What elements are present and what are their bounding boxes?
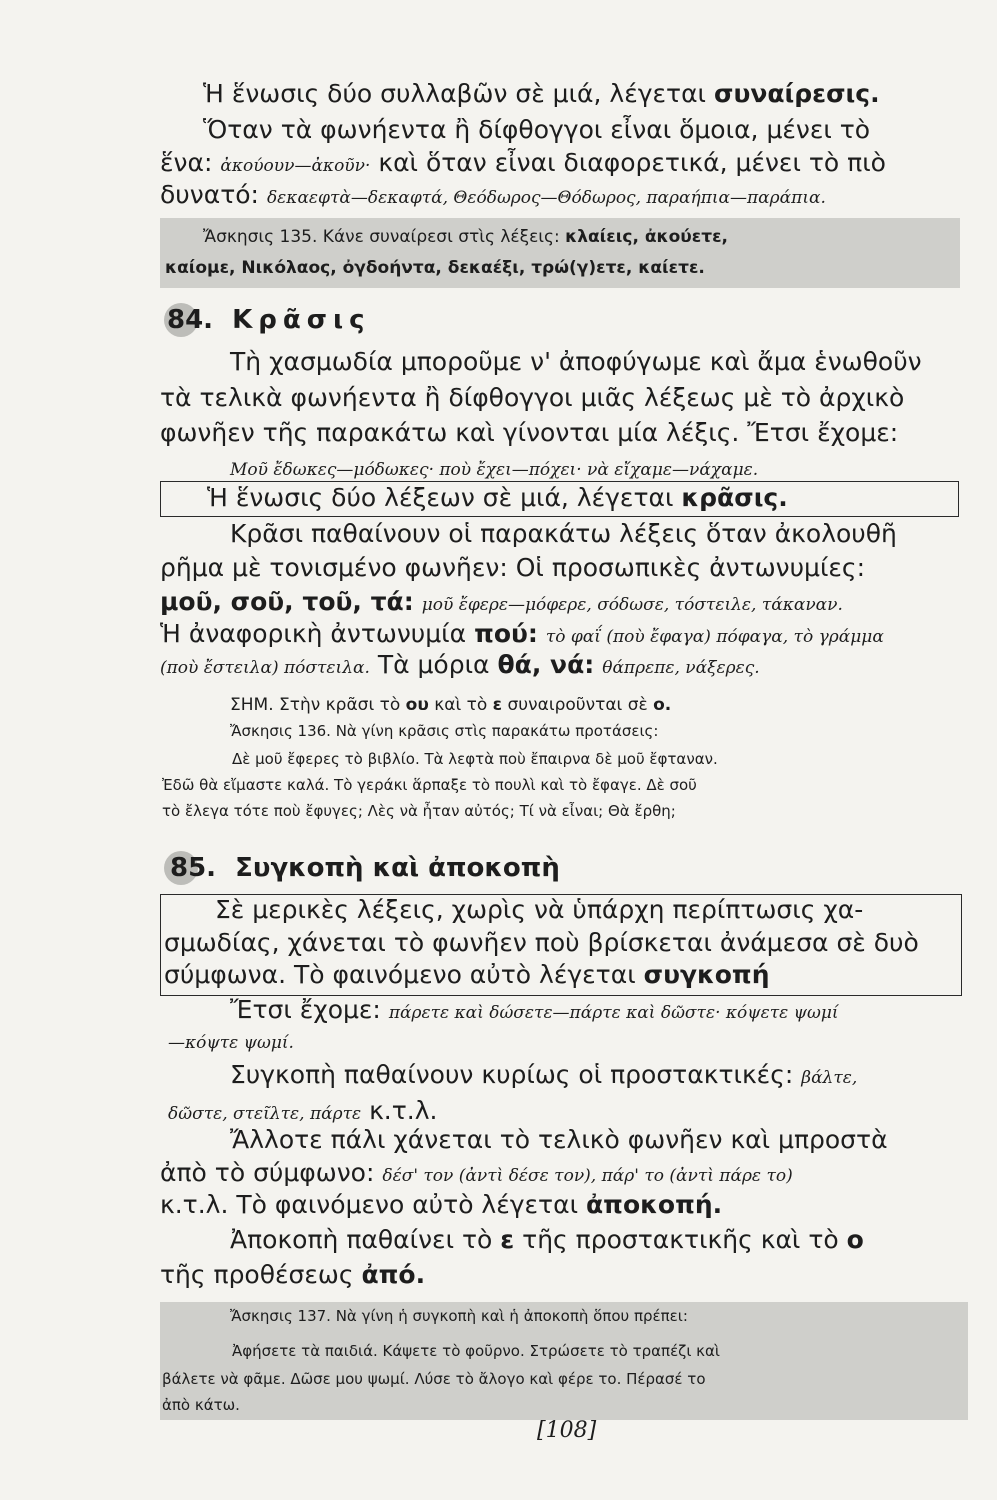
section-84-heading bbox=[167, 305, 371, 335]
text: Ἡ ἕνωσις δύο συλλαβῶν σὲ μιά, λέγεται bbox=[203, 79, 707, 108]
term-syncope: συγκοπή bbox=[643, 960, 770, 989]
text: Ἀποκοπὴ παθαίνει τὸ bbox=[230, 1225, 493, 1254]
text: ἀπὸ τὸ σύμφωνο: bbox=[160, 1158, 375, 1187]
s84-examples: Μοῦ ἔδωκες—μόδωκες· ποὺ ἔχει—πόχει· νὰ εἴχαμε—νάχαμε. bbox=[230, 460, 759, 480]
e: ε bbox=[500, 1225, 515, 1254]
o: ο. bbox=[653, 695, 672, 715]
words: κλαίεις, ἀκούετε, bbox=[565, 227, 728, 247]
pronouns: μοῦ, σοῦ, τοῦ, τά: bbox=[160, 587, 414, 616]
exercise-137-line1: Ἄσκησις 137. Νὰ γίνη ἡ συγκοπὴ καὶ ἡ ἀποκοπὴ ὅπου πρέπει: bbox=[230, 1307, 688, 1325]
s84-line2: τὰ τελικὰ φωνήεντα ἢ δίφθογγοι μιᾶς λέξεως μὲ τὸ ἀρχικὸ bbox=[160, 383, 905, 412]
particles: θά, νά: bbox=[497, 650, 595, 679]
s85-line9 bbox=[160, 1158, 793, 1191]
s84-line7 bbox=[160, 587, 843, 620]
s84-line1: Τὴ χασμωδία μποροῦμε ν' ἀποφύγωμε καὶ ἄμα ἑνωθοῦν bbox=[230, 347, 922, 376]
s84-line8 bbox=[160, 619, 884, 652]
text: ΣΗΜ. Στὴν κρᾶσι τὸ bbox=[230, 695, 401, 715]
text: Συγκοπὴ παθαίνουν κυρίως οἱ προστακτικές: bbox=[230, 1060, 794, 1089]
para1-line1 bbox=[203, 79, 880, 109]
text: ἕνα: bbox=[160, 148, 213, 177]
section-title: Κρᾶσις bbox=[232, 305, 371, 335]
text: κ.τ.λ. bbox=[369, 1096, 438, 1125]
ou: ου bbox=[405, 695, 429, 715]
exercise-136-line3: Ἐδῶ θὰ εἴμαστε καλά. Τὸ γεράκι ἅρπαξε τὸ πουλὶ καὶ τὸ ἔφαγε. Δὲ σοῦ bbox=[162, 776, 697, 794]
exercise-136-line1: Ἄσκησις 136. Νὰ γίνη κρᾶσις στὶς παρακάτω προτάσεις: bbox=[230, 722, 659, 740]
examples: δῶστε, στεῖλτε, πάρτε bbox=[168, 1104, 362, 1124]
s84-line5: Κρᾶσι παθαίνουν οἱ παρακάτω λέξεις ὅταν ἀκολουθῆ bbox=[230, 519, 897, 548]
word-apo: ἀπό. bbox=[361, 1260, 426, 1289]
text: Ἔτσι ἔχομε: bbox=[230, 995, 381, 1024]
exercise-137-line3: βάλετε νὰ φᾶμε. Δῶσε μου ψωμί. Λύσε τὸ ἄλογο καὶ φέρε το. Πέρασέ το bbox=[162, 1370, 706, 1388]
s84-line9 bbox=[160, 650, 760, 683]
s85-line8: Ἄλλοτε πάλι χάνεται τὸ τελικὸ φωνῆεν καὶ μπροστὰ bbox=[230, 1125, 888, 1154]
example: βάλτε, bbox=[801, 1068, 858, 1088]
s85-line5: —κόψτε ψωμί. bbox=[168, 1033, 294, 1053]
s84-line6: ρῆμα μὲ τονισμένο φωνῆεν: Οἱ προσωπικὲς ἀντωνυμίες: bbox=[160, 553, 866, 582]
text: συναιροῦνται σὲ bbox=[507, 695, 648, 715]
example: ἀκούουν—ἀκοῦν· bbox=[220, 156, 371, 176]
text: τῆς προστακτικῆς καὶ τὸ bbox=[522, 1225, 839, 1254]
text: Ἡ ἕνωσις δύο λέξεων σὲ μιά, λέγεται bbox=[207, 483, 674, 512]
para1-line4 bbox=[160, 180, 826, 213]
s85-box-line1: Σὲ μερικὲς λέξεις, χωρὶς νὰ ὑπάρχη περίπτωσις χα- bbox=[215, 895, 864, 924]
examples: πάρετε καὶ δώσετε—πάρτε καὶ δῶστε· κόψετε ψωμί bbox=[388, 1003, 839, 1023]
para1-line2: Ὅταν τὰ φωνήεντα ἢ δίφθογγοι εἶναι ὅμοια, μένει τὸ bbox=[203, 115, 871, 144]
examples: μοῦ ἔφερε—μόφερε, σόδωσε, τόστειλε, τάκαναν. bbox=[421, 595, 843, 615]
section-number: 85. bbox=[170, 853, 217, 883]
s85-line6 bbox=[230, 1060, 857, 1093]
text: δυνατό: bbox=[160, 180, 259, 209]
examples: (ποὺ ἔστειλα) πόστειλα. bbox=[160, 658, 370, 678]
exercise-136-line4: τὸ ἔλεγα τότε ποὺ ἔφυγες; Λὲς νὰ ἦταν αὐτός; Τί νὰ εἶναι; Θὰ ἔρθη; bbox=[162, 802, 676, 820]
text: Ἡ ἀναφορικὴ ἀντωνυμία bbox=[160, 619, 467, 648]
text: καὶ ὅταν εἶναι διαφορετικά, μένει τὸ πιὸ bbox=[378, 148, 886, 177]
text: Ἄσκησις 135. Κάνε συναίρεσι στὶς λέξεις: bbox=[203, 227, 560, 247]
text: Τὰ μόρια bbox=[377, 650, 490, 679]
exercise-136-line2: Δὲ μοῦ ἔφερες τὸ βιβλίο. Τὰ λεφτὰ ποὺ ἔπαιρνα δὲ μοῦ ἔφταναν. bbox=[232, 750, 718, 768]
e: ε bbox=[492, 695, 503, 715]
o: ο bbox=[846, 1225, 864, 1254]
s85-box-line2: σμωδίας, χάνεται τὸ φωνῆεν ποὺ βρίσκεται ἀνάμεσα σὲ δυὸ bbox=[164, 928, 919, 957]
note-sim bbox=[230, 693, 671, 717]
term-krasis: κρᾶσις. bbox=[681, 483, 788, 512]
text: σύμφωνα. Τὸ φαινόμενο αὐτὸ λέγεται bbox=[164, 960, 636, 989]
s85-line10 bbox=[160, 1190, 722, 1220]
term-synairesis: συναίρεσις. bbox=[713, 79, 880, 108]
exercise-135-line1 bbox=[203, 225, 728, 249]
s85-line12 bbox=[160, 1260, 425, 1290]
krasis-definition bbox=[207, 483, 788, 513]
para1-line3 bbox=[160, 148, 886, 181]
section-85-heading bbox=[170, 853, 560, 883]
exercise-135-line2: καίομε, Νικόλαος, ὀγδοήντα, δεκαέξι, τρώ(γ)ετε, καίετε. bbox=[165, 258, 705, 278]
s84-line3: φωνῆεν τῆς παρακάτω καὶ γίνονται μία λέξις. Ἔτσι ἔχομε: bbox=[160, 418, 899, 447]
exercise-137-line4: ἀπὸ κάτω. bbox=[162, 1396, 240, 1414]
s85-box-line3 bbox=[164, 960, 770, 990]
section-number: 84. bbox=[167, 305, 214, 335]
examples: θάπρεπε, νάξερες. bbox=[602, 658, 760, 678]
s85-line11 bbox=[230, 1225, 864, 1255]
s85-line4 bbox=[230, 995, 839, 1028]
examples: τὸ φαΐ (ποὺ ἔφαγα) πόφαγα, τὸ γράμμα bbox=[545, 627, 884, 647]
exercise-137-line2: Ἀφήσετε τὰ παιδιά. Κάψετε τὸ φοῦρνο. Στρώσετε τὸ τραπέζι καὶ bbox=[232, 1342, 720, 1360]
section-title: Συγκοπὴ καὶ ἀποκοπὴ bbox=[235, 853, 560, 883]
word: πού: bbox=[474, 619, 538, 648]
examples: δεκαεφτὰ—δεκαφτά, Θεόδωρος—Θόδωρος, παραήπια—παράπια. bbox=[266, 188, 826, 208]
text: καὶ τὸ bbox=[434, 695, 488, 715]
page-number: [108] bbox=[537, 1418, 597, 1443]
text: κ.τ.λ. Τὸ φαινόμενο αὐτὸ λέγεται bbox=[160, 1190, 579, 1219]
term-apocope: ἀποκοπή. bbox=[586, 1190, 723, 1219]
text: τῆς προθέσεως bbox=[160, 1260, 354, 1289]
examples: δέσ' τον (ἀντὶ δέσε τον), πάρ' το (ἀντὶ πάρε το) bbox=[382, 1166, 793, 1186]
